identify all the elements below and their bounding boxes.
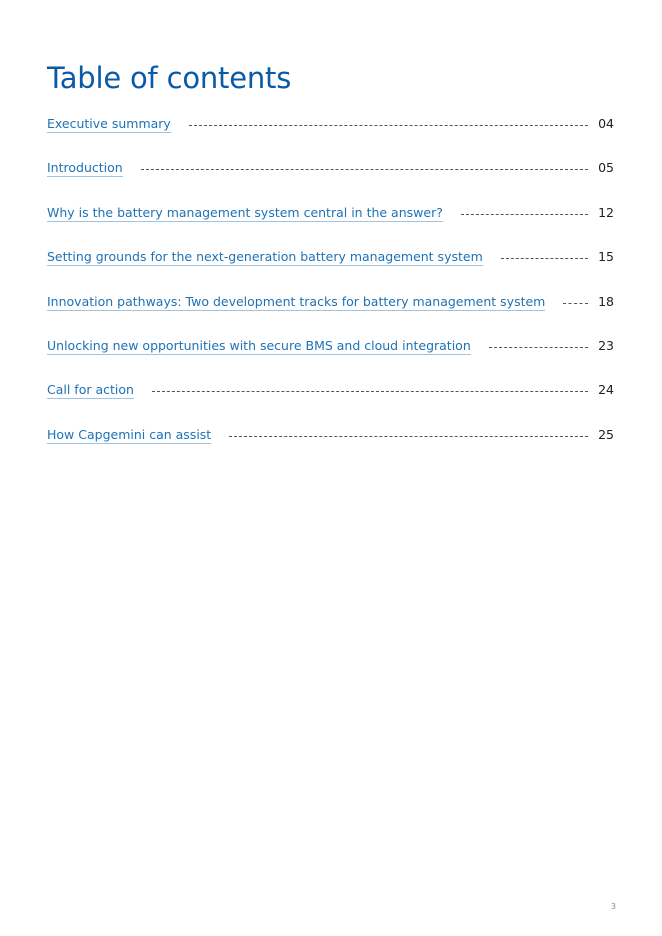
toc-entry-call-for-action [47, 355, 614, 399]
toc-page-number: 04 [598, 116, 614, 131]
toc-link-why-bms-central[interactable]: Why is the battery management system central in the answer? [47, 204, 443, 220]
page-number-footer: 3 [610, 902, 616, 911]
toc-entry-innovation-pathways [47, 266, 614, 310]
toc-page-number: 15 [598, 249, 614, 265]
toc-page-number: 25 [598, 426, 614, 442]
toc-page-number: 05 [598, 160, 614, 176]
toc-link-next-gen-bms[interactable]: Setting grounds for the next-generation battery management system [47, 249, 483, 265]
dotted-leader [461, 214, 588, 215]
toc-link-how-capgemini-can-assist[interactable]: How Capgemini can assist [47, 426, 212, 442]
toc-entry-secure-bms-cloud [47, 311, 614, 355]
page-title: Table of contents [47, 61, 292, 95]
toc-link-executive-summary[interactable]: Executive summary [47, 116, 171, 131]
toc-page-number: 23 [598, 337, 614, 353]
toc-link-innovation-pathways[interactable]: Innovation pathways: Two development tracks for battery management system [47, 293, 546, 309]
toc-link-call-for-action[interactable]: Call for action [47, 382, 134, 398]
toc-entry-why-bms-central [47, 177, 614, 221]
dotted-leader [189, 125, 588, 126]
table-of-contents [47, 113, 614, 444]
dotted-leader [501, 258, 588, 259]
dotted-leader [152, 391, 588, 392]
toc-page-number: 12 [598, 204, 614, 220]
toc-link-secure-bms-cloud[interactable]: Unlocking new opportunities with secure BMS and cloud integration [47, 337, 471, 353]
dotted-leader [141, 169, 588, 170]
toc-entry-next-gen-bms [47, 222, 614, 266]
toc-entry-executive-summary [47, 113, 614, 133]
toc-link-introduction[interactable]: Introduction [47, 160, 123, 176]
toc-page-number: 18 [598, 293, 614, 309]
dotted-leader [563, 303, 588, 304]
toc-entry-how-capgemini-can-assist [47, 399, 614, 443]
toc-page-number: 24 [598, 382, 614, 398]
dotted-leader [489, 347, 588, 348]
dotted-leader [229, 436, 588, 437]
toc-entry-introduction [47, 133, 614, 177]
